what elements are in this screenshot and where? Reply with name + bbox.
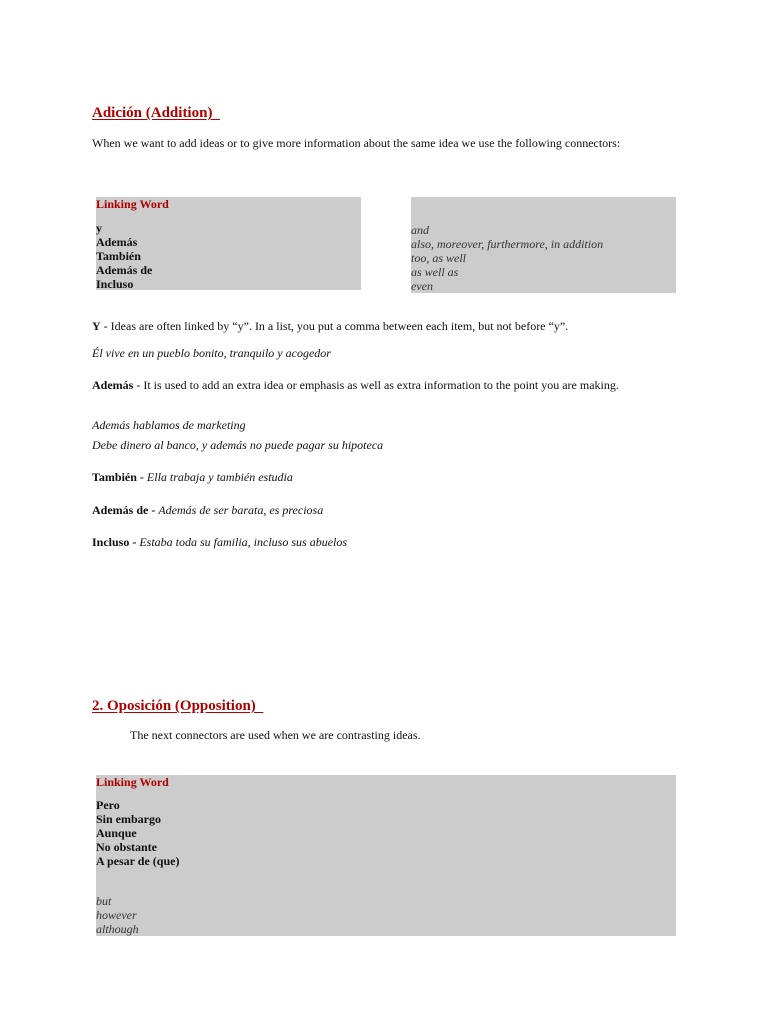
entry-tambien [92,470,293,485]
list-item: Sin embargo [96,812,162,826]
list-item: Aunque [96,826,137,840]
example-sentence: Estaba toda su familia, incluso sus abuelos [139,535,348,549]
list-item: also, moreover, furthermore, in addition [411,237,604,251]
table-header: Linking Word [96,197,169,211]
opposition-words-list [96,798,179,868]
opposition-translations-list [96,894,139,936]
addition-translations-box [411,197,676,293]
entry-y [92,319,568,334]
entry-description: - It is used to add an extra idea or emphasis as well as extra information to the point you are making. [133,378,619,392]
section-heading-opposition: 2. Oposición (Opposition) [92,698,264,714]
addition-words-list [96,221,152,291]
example-sentence: Debe dinero al banco, y además no puede pagar su hipoteca [92,438,384,452]
example-sentence: Además de ser barata, es preciosa [158,503,324,517]
entry-description: - Ideas are often linked by “y”. In a list, you put a comma between each item, but not before “y”. [100,319,569,333]
list-item: but [96,894,112,908]
example-sentence: Él vive en un pueblo bonito, tranquilo y acogedor [92,346,331,360]
entry-term: Incluso - [92,535,137,549]
list-item: however [96,908,137,922]
entry-term: Además de - [92,503,156,517]
list-item: y [96,221,102,235]
example-sentence: Ella trabaja y también estudia [146,470,293,484]
section-heading-addition: Adición (Addition) [92,105,220,121]
addition-intro: When we want to add ideas or to give more information about the same idea we use the following connectors: [92,136,621,150]
list-item: as well as [411,265,459,279]
list-item: Pero [96,798,120,812]
example-sentence: Además hablamos de marketing [92,418,246,432]
entry-incluso [92,535,347,550]
list-item: and [411,223,429,237]
opposition-table [96,775,676,936]
list-item: A pesar de (que) [96,854,180,868]
list-item: También [96,249,141,263]
list-item: No obstante [96,840,158,854]
list-item: even [411,279,433,293]
entry-ademas-de [92,503,323,518]
list-item: too, as well [411,251,467,265]
entry-term: También - [92,470,144,484]
list-item: although [96,922,139,936]
entry-ademas [92,378,632,393]
entry-term: Y [92,319,101,333]
list-item: Incluso [96,277,134,291]
table-header: Linking Word [96,775,169,789]
list-item: Además de [96,263,153,277]
addition-words-box [96,197,361,290]
list-item: Además [96,235,138,249]
addition-translations-list [411,223,603,293]
entry-term: Además [92,378,134,392]
opposition-intro: The next connectors are used when we are contrasting ideas. [130,728,421,742]
